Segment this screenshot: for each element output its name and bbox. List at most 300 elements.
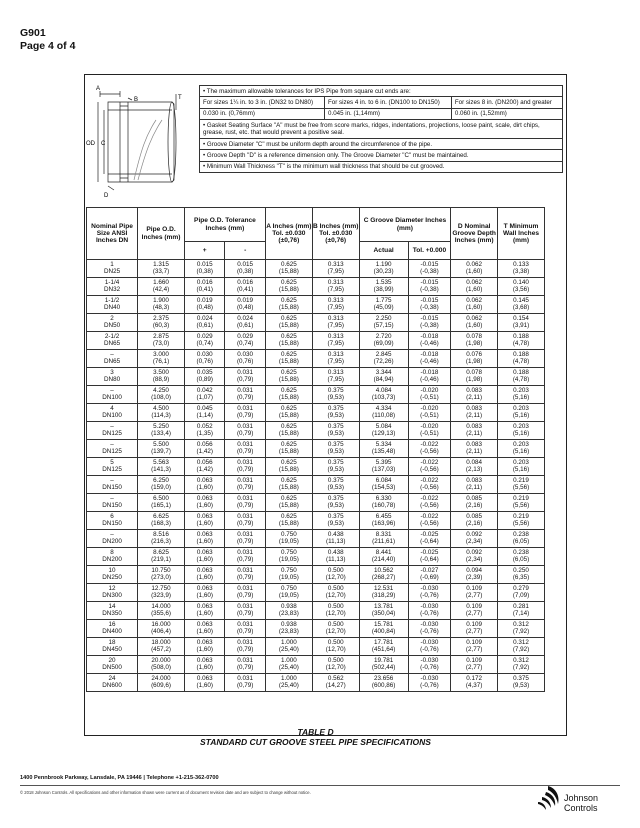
table-cell xyxy=(498,440,545,458)
table-cell xyxy=(184,440,224,458)
table-row xyxy=(87,404,545,422)
cell-secondary: (0,79) xyxy=(236,573,254,581)
cell-primary: 0.375 xyxy=(513,675,529,682)
cell-secondary: (7,95) xyxy=(327,339,344,347)
cell-primary: 1.900 xyxy=(153,297,169,304)
cell-secondary: (25,40) xyxy=(278,681,299,689)
table-row xyxy=(87,620,545,638)
cell-secondary: (3,38) xyxy=(512,267,530,275)
cell-primary: 5.084 xyxy=(375,423,392,430)
cell-secondary: (6,05) xyxy=(512,537,530,545)
cell-primary: 14.000 xyxy=(151,603,171,610)
table-cell xyxy=(138,566,185,584)
cell-primary: 0.083 xyxy=(466,477,483,484)
cell-primary: 3 xyxy=(110,369,114,376)
cell-secondary: (5,16) xyxy=(512,465,530,473)
cell-secondary: (1,60) xyxy=(196,537,213,545)
cell-secondary: DN65 xyxy=(104,357,121,365)
cell-primary: 0.030 xyxy=(237,351,254,358)
note-wall-t: • Minimum Wall Thickness "T" is the minimum wall thickness that should be cut grooved. xyxy=(200,161,563,172)
table-cell xyxy=(498,368,545,386)
cell-primary: -0.022 xyxy=(420,459,439,466)
table-cell xyxy=(312,314,359,332)
cell-secondary: (3,91) xyxy=(512,321,530,329)
table-row xyxy=(87,350,545,368)
cell-primary: 0.031 xyxy=(237,549,254,556)
cell-secondary: (73,0) xyxy=(152,339,170,347)
table-cell xyxy=(265,278,312,296)
cell-secondary: (33,7) xyxy=(152,267,170,275)
cell-secondary: (6,05) xyxy=(512,555,530,563)
cell-primary: 0.031 xyxy=(237,513,254,520)
cell-secondary: (2,13) xyxy=(465,465,483,473)
cell-secondary: (-0,38) xyxy=(420,267,439,275)
cell-secondary: (19,05) xyxy=(278,537,299,545)
cell-primary: -0.025 xyxy=(420,549,439,556)
table-cell xyxy=(265,476,312,494)
cell-primary: 0.083 xyxy=(466,405,483,412)
cell-secondary: (5,16) xyxy=(512,393,530,401)
cell-secondary: (19,05) xyxy=(278,555,299,563)
cell-secondary: (9,53) xyxy=(327,519,344,527)
cell-primary: 0.375 xyxy=(327,495,344,502)
cell-primary: 0.438 xyxy=(327,531,344,538)
cell-primary: 0.938 xyxy=(280,621,297,628)
table-cell xyxy=(312,368,359,386)
cell-primary: 0.063 xyxy=(196,549,213,556)
cell-secondary: (4,78) xyxy=(512,339,530,347)
cell-secondary: (7,95) xyxy=(327,321,344,329)
cell-secondary: (5,16) xyxy=(512,429,530,437)
cell-primary: 4.084 xyxy=(375,387,392,394)
table-cell xyxy=(265,296,312,314)
table-cell xyxy=(408,260,451,278)
table-cell xyxy=(312,278,359,296)
cell-primary: 0.109 xyxy=(466,585,483,592)
table-cell xyxy=(408,512,451,530)
cell-primary: -0.022 xyxy=(420,477,439,484)
cell-primary: 6.455 xyxy=(375,513,392,520)
cell-primary: 0.625 xyxy=(280,279,297,286)
brand-name xyxy=(564,794,622,813)
cell-secondary: (19,05) xyxy=(278,591,299,599)
tol-value-large: 0.060 in. (1,52mm) xyxy=(451,108,562,119)
cell-primary: 8.625 xyxy=(153,549,169,556)
cell-primary: -0.030 xyxy=(420,657,439,664)
cell-primary: 0.313 xyxy=(327,351,344,358)
cell-secondary: (323,9) xyxy=(151,591,172,599)
cell-primary: 4.250 xyxy=(153,387,169,394)
cell-secondary: (9,53) xyxy=(327,429,344,437)
note-groove-c: • Groove Diameter "C" must be uniform depth around the circumference of the pipe. xyxy=(200,139,563,150)
cell-primary: 23.656 xyxy=(374,675,394,682)
cell-primary: 6.500 xyxy=(153,495,169,502)
tol-range-small: For sizes 1¼ in. to 3 in. (DN32 to DN80) xyxy=(200,97,325,108)
cell-secondary: (1,60) xyxy=(196,573,213,581)
table-cell xyxy=(451,332,498,350)
cell-primary: 0.056 xyxy=(196,459,213,466)
cell-secondary: (-0,51) xyxy=(420,393,439,401)
table-cell xyxy=(265,548,312,566)
cell-primary: 14 xyxy=(108,603,116,610)
cell-primary: 0.145 xyxy=(513,297,529,304)
cell-primary: 0.042 xyxy=(196,387,213,394)
cell-primary: 0.375 xyxy=(327,441,344,448)
table-cell xyxy=(359,584,408,602)
table-cell xyxy=(359,386,408,404)
cell-secondary: DN350 xyxy=(102,609,122,617)
table-cell xyxy=(184,458,224,476)
table-cell xyxy=(312,386,359,404)
cell-secondary: (15,88) xyxy=(278,519,299,527)
cell-primary: 0.281 xyxy=(513,603,529,610)
table-cell xyxy=(138,602,185,620)
cell-primary: 0.078 xyxy=(466,369,483,376)
cell-secondary: (9,53) xyxy=(512,681,530,689)
cell-secondary: (15,88) xyxy=(278,393,299,401)
cell-primary: 0.063 xyxy=(196,531,213,538)
cell-primary: 4 xyxy=(110,405,114,412)
table-cell xyxy=(408,566,451,584)
cell-secondary: (1,60) xyxy=(196,681,213,689)
table-cell xyxy=(225,458,265,476)
cell-secondary: (2,11) xyxy=(466,411,483,419)
table-cell xyxy=(498,548,545,566)
cell-secondary: (139,7) xyxy=(151,447,172,455)
cell-secondary: (406,4) xyxy=(151,627,172,635)
cell-secondary: (15,88) xyxy=(278,447,299,455)
table-cell xyxy=(184,314,224,332)
cell-secondary: (318,29) xyxy=(371,591,396,599)
table-cell xyxy=(87,314,138,332)
cell-primary: 0.024 xyxy=(196,315,213,322)
cell-secondary: (0,79) xyxy=(236,609,254,617)
cell-secondary: (23,83) xyxy=(278,627,299,635)
table-cell xyxy=(451,530,498,548)
cell-secondary: DN65 xyxy=(104,339,121,347)
cell-secondary: (60,3) xyxy=(152,321,170,329)
cell-secondary: (-0,38) xyxy=(420,303,439,311)
cell-primary: 0.238 xyxy=(513,531,529,538)
cell-primary: 0.625 xyxy=(280,495,297,502)
table-cell xyxy=(225,368,265,386)
cell-primary: 0.219 xyxy=(513,513,529,520)
table-cell xyxy=(265,674,312,692)
cell-secondary: DN200 xyxy=(102,537,122,545)
cell-primary: 0.062 xyxy=(466,261,483,268)
cell-secondary: DN600 xyxy=(102,681,122,689)
cell-secondary: (7,95) xyxy=(327,267,344,275)
cell-secondary: (-0,38) xyxy=(420,285,439,293)
cell-secondary: (1,98) xyxy=(465,375,483,383)
cell-secondary: DN125 xyxy=(102,429,122,437)
cell-secondary: (15,88) xyxy=(278,357,299,365)
cell-primary: 2.720 xyxy=(375,333,392,340)
cell-secondary: DN200 xyxy=(102,555,122,563)
table-cell xyxy=(184,494,224,512)
table-cell xyxy=(451,476,498,494)
cell-secondary: (1,60) xyxy=(196,627,213,635)
cell-secondary: (154,53) xyxy=(371,483,396,491)
cell-primary: 8.441 xyxy=(375,549,392,556)
cell-primary: 0.375 xyxy=(327,405,344,412)
cell-primary: 0.031 xyxy=(237,459,254,466)
note-tolerance-intro: • The maximum allowable tolerances for IPS Pipe from square cut ends are: xyxy=(200,86,563,97)
cell-secondary: DN150 xyxy=(102,483,122,491)
table-cell xyxy=(184,332,224,350)
table-row xyxy=(87,476,545,494)
cell-secondary: (110,08) xyxy=(372,411,396,419)
table-cell xyxy=(265,584,312,602)
table-cell xyxy=(451,350,498,368)
cell-secondary: (88,9) xyxy=(152,375,170,383)
cell-primary: 0.438 xyxy=(327,549,344,556)
table-cell xyxy=(87,638,138,656)
table-row xyxy=(87,368,545,386)
table-cell xyxy=(408,368,451,386)
cell-primary: 2.250 xyxy=(375,315,392,322)
label-a: A xyxy=(96,86,101,92)
cell-primary: 6.084 xyxy=(375,477,392,484)
cell-secondary: (11,13) xyxy=(325,555,346,563)
table-cell xyxy=(265,512,312,530)
cell-primary: 0.500 xyxy=(327,639,344,646)
cell-primary: 0.375 xyxy=(327,513,344,520)
table-cell xyxy=(359,404,408,422)
cell-secondary: (15,88) xyxy=(278,429,299,437)
cell-secondary: (0,79) xyxy=(236,465,254,473)
cell-primary: -0.015 xyxy=(420,315,439,322)
cell-secondary: (609,6) xyxy=(151,681,172,689)
cell-primary: 2.875 xyxy=(153,333,169,340)
table-cell xyxy=(225,512,265,530)
cell-secondary: DN150 xyxy=(102,501,122,509)
table-cell xyxy=(184,422,224,440)
cell-primary: 0.500 xyxy=(327,621,344,628)
col-od: Pipe O.D. Inches (mm) xyxy=(138,208,185,260)
table-row xyxy=(87,674,545,692)
table-cell xyxy=(225,314,265,332)
cell-primary: 16 xyxy=(108,621,116,628)
cell-primary: 0.238 xyxy=(513,549,529,556)
cell-primary: 19.781 xyxy=(374,657,394,664)
cell-primary: 0.035 xyxy=(196,369,213,376)
cell-primary: 17.781 xyxy=(374,639,394,646)
cell-primary: -0.030 xyxy=(420,603,439,610)
cell-secondary: DN400 xyxy=(102,627,122,635)
table-cell xyxy=(138,512,185,530)
label-c: C xyxy=(101,141,106,147)
cell-secondary: (15,88) xyxy=(278,483,299,491)
cell-secondary: (1,14) xyxy=(196,411,213,419)
table-cell xyxy=(408,332,451,350)
table-cell xyxy=(265,368,312,386)
col-nominal: Nominal Pipe Size ANSI Inches DN xyxy=(87,208,138,260)
label-d: D xyxy=(104,193,109,199)
table-cell xyxy=(265,440,312,458)
cell-secondary: (2,11) xyxy=(466,447,483,455)
cell-primary: -0.030 xyxy=(420,639,439,646)
table-cell xyxy=(184,296,224,314)
cell-secondary: (4,78) xyxy=(512,357,530,365)
cell-primary: -0.030 xyxy=(420,585,439,592)
cell-secondary: (5,56) xyxy=(512,501,530,509)
table-cell xyxy=(312,584,359,602)
cell-secondary: (1,42) xyxy=(196,447,213,455)
table-cell xyxy=(498,494,545,512)
col-od-tolerance: Pipe O.D. Tolerance Inches (mm) xyxy=(184,208,265,242)
cell-primary: 0.063 xyxy=(196,495,213,502)
table-cell xyxy=(225,602,265,620)
cell-secondary: (0,79) xyxy=(236,645,254,653)
cell-secondary: (-0,51) xyxy=(420,411,439,419)
cell-primary: 0.031 xyxy=(237,441,254,448)
cell-primary: 0.083 xyxy=(466,387,483,394)
table-cell xyxy=(265,620,312,638)
cell-primary: 18.000 xyxy=(151,639,171,646)
table-cell xyxy=(138,314,185,332)
cell-secondary: (1,60) xyxy=(196,591,213,599)
cell-primary: 0.219 xyxy=(513,477,529,484)
cell-secondary: (-0,56) xyxy=(420,447,439,455)
table-cell xyxy=(87,404,138,422)
cell-primary: 24.000 xyxy=(151,675,171,682)
cell-secondary: (0,79) xyxy=(236,627,254,635)
cell-secondary: (12,70) xyxy=(325,573,346,581)
table-row xyxy=(87,278,545,296)
cell-primary: – xyxy=(110,477,114,484)
table-cell xyxy=(225,386,265,404)
table-cell xyxy=(184,620,224,638)
table-cell xyxy=(359,620,408,638)
cell-primary: 0.219 xyxy=(513,495,529,502)
cell-primary: 20 xyxy=(108,657,116,664)
col-c-tol: Tol. +0.000 xyxy=(408,242,451,260)
table-cell xyxy=(408,422,451,440)
table-cell xyxy=(359,350,408,368)
cell-primary: 16.000 xyxy=(151,621,171,628)
cell-primary: 0.031 xyxy=(237,585,254,592)
cell-secondary: (1,60) xyxy=(196,663,213,671)
table-cell xyxy=(265,656,312,674)
cell-secondary: (451,64) xyxy=(371,645,396,653)
table-cell xyxy=(265,350,312,368)
cell-secondary: (1,60) xyxy=(465,303,483,311)
cell-primary: 0.625 xyxy=(280,477,297,484)
cell-primary: 0.203 xyxy=(513,405,529,412)
cell-secondary: (2,77) xyxy=(465,591,483,599)
cell-primary: 0.031 xyxy=(237,603,254,610)
table-cell xyxy=(312,656,359,674)
table-cell xyxy=(184,548,224,566)
table-cell xyxy=(312,260,359,278)
table-cell xyxy=(184,350,224,368)
cell-primary: -0.015 xyxy=(420,297,439,304)
table-cell xyxy=(408,548,451,566)
cell-secondary: (-0,76) xyxy=(420,627,439,635)
cell-primary: 0.312 xyxy=(513,639,529,646)
cell-primary: 10 xyxy=(108,567,116,574)
cell-primary: 1.660 xyxy=(153,279,169,286)
cell-secondary: (508,0) xyxy=(151,663,172,671)
cell-primary: 0.031 xyxy=(237,369,254,376)
table-cell xyxy=(408,386,451,404)
cell-primary: 0.625 xyxy=(280,387,297,394)
cell-secondary: (2,77) xyxy=(465,663,483,671)
cell-primary: 0.085 xyxy=(466,495,483,502)
cell-secondary: (-0,64) xyxy=(420,555,439,563)
table-cell xyxy=(225,350,265,368)
cell-secondary: (-0,46) xyxy=(420,357,439,365)
cell-primary: 0.625 xyxy=(280,405,297,412)
table-cell xyxy=(498,638,545,656)
table-cell xyxy=(312,422,359,440)
cell-secondary: (1,60) xyxy=(196,519,213,527)
label-t: T xyxy=(178,95,182,101)
cell-primary: 1-1/2 xyxy=(104,297,120,304)
table-cell xyxy=(312,296,359,314)
table-cell xyxy=(87,584,138,602)
cell-secondary: (268,27) xyxy=(371,573,396,581)
cell-secondary: DN40 xyxy=(104,303,121,311)
cell-secondary: (23,83) xyxy=(278,609,299,617)
table-cell xyxy=(408,458,451,476)
cell-primary: 0.062 xyxy=(466,297,483,304)
table-cell xyxy=(225,404,265,422)
cell-primary: 2.375 xyxy=(153,315,169,322)
table-cell xyxy=(225,620,265,638)
cell-secondary: (-0,38) xyxy=(420,321,439,329)
cell-primary: 1.190 xyxy=(375,261,392,268)
cell-secondary: (15,88) xyxy=(278,267,299,275)
cell-secondary: DN250 xyxy=(102,573,122,581)
table-cell xyxy=(498,458,545,476)
cell-secondary: DN25 xyxy=(104,267,121,275)
cell-secondary: (108,0) xyxy=(151,393,172,401)
cell-primary: 0.313 xyxy=(327,297,344,304)
note-gasket: • Gasket Seating Surface "A" must be free from score marks, ridges, indentations, projections, loose paint, scale, dirt chips, grease, rust, etc. that would prevent a positive seal. xyxy=(200,120,563,139)
cell-secondary: (38,99) xyxy=(373,285,394,293)
label-od: OD xyxy=(86,141,95,147)
cell-primary: 0.109 xyxy=(466,603,483,610)
cell-primary: 0.031 xyxy=(237,657,254,664)
cell-primary: 0.085 xyxy=(466,513,483,520)
cell-secondary: DN100 xyxy=(102,411,122,419)
cell-primary: 0.029 xyxy=(237,333,254,340)
cell-secondary: (14,27) xyxy=(325,681,346,689)
cell-secondary: (0,79) xyxy=(236,501,254,509)
cell-secondary: (7,92) xyxy=(512,627,530,635)
table-caption xyxy=(86,727,545,747)
cell-secondary: (1,60) xyxy=(196,555,213,563)
table-cell xyxy=(451,314,498,332)
cell-primary: 13.781 xyxy=(374,603,394,610)
cell-primary: 0.750 xyxy=(280,531,297,538)
cell-primary: 0.019 xyxy=(196,297,213,304)
cell-primary: 20.000 xyxy=(151,657,171,664)
table-cell xyxy=(498,602,545,620)
table-cell xyxy=(498,476,545,494)
cell-secondary: (600,86) xyxy=(371,681,396,689)
cell-primary: 5.250 xyxy=(153,423,169,430)
table-cell xyxy=(408,530,451,548)
cell-primary: 0.625 xyxy=(280,261,297,268)
table-cell xyxy=(498,332,545,350)
table-cell xyxy=(87,548,138,566)
table-cell xyxy=(225,548,265,566)
cell-primary: 0.500 xyxy=(327,567,344,574)
cell-secondary: (1,07) xyxy=(196,393,213,401)
